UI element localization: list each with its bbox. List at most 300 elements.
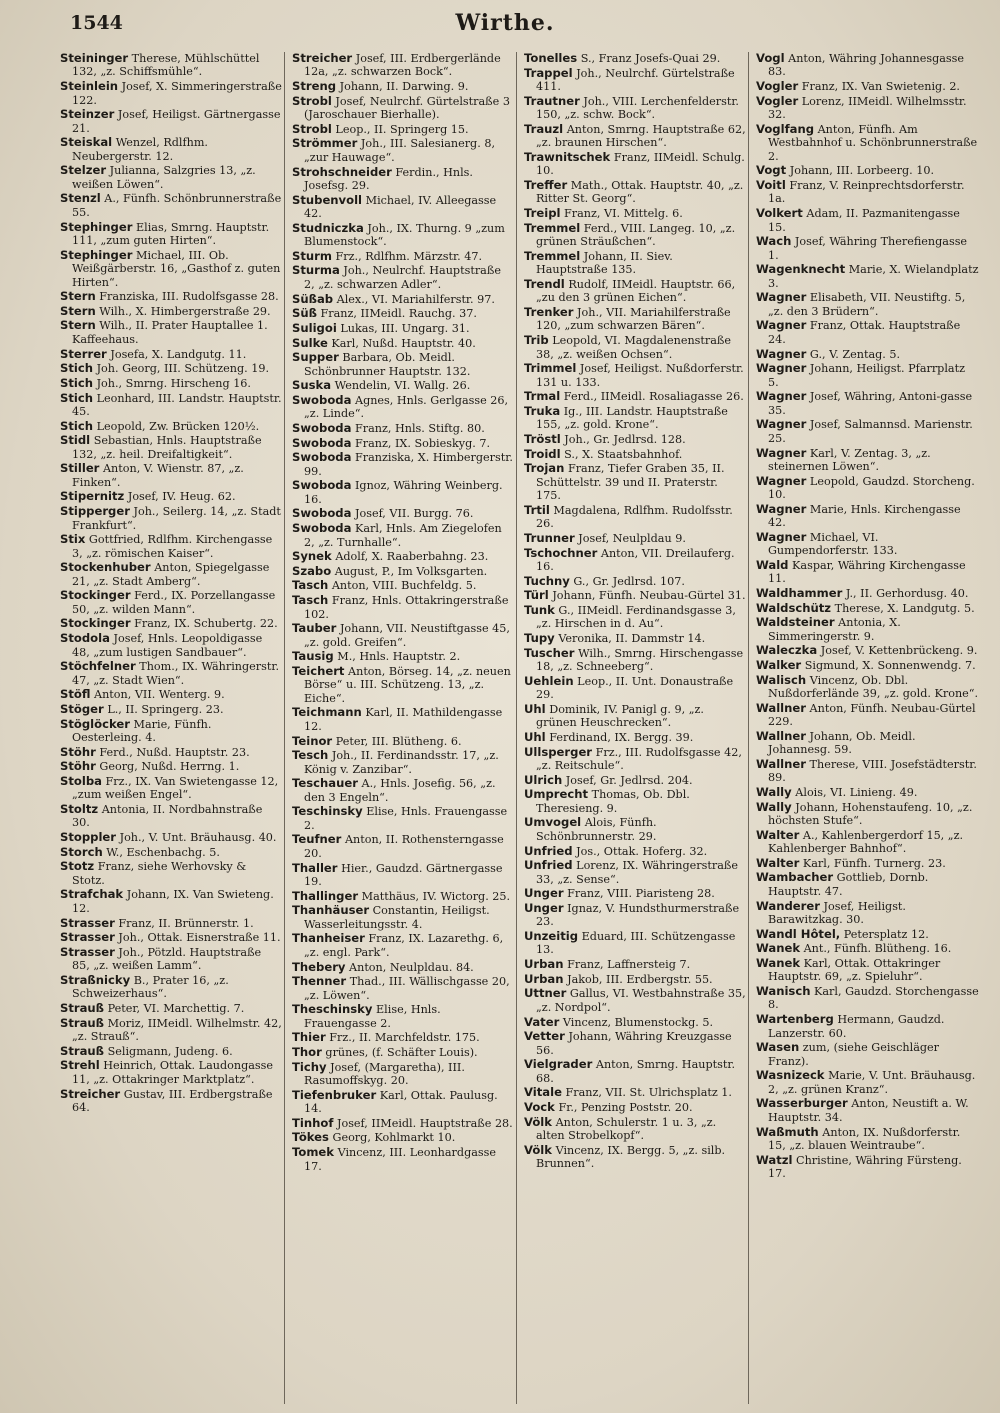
directory-entry [60, 703, 282, 716]
entry-name: Szabo [292, 563, 332, 578]
entry-name: Thier [292, 1030, 326, 1045]
directory-entry [524, 774, 746, 787]
entry-details: Lorenz, IX. Währingerstraße 33, „z. Sense“. [536, 859, 738, 886]
entry-details: Josef, IV. Heug. 62. [127, 490, 236, 504]
directory-entry [292, 222, 514, 249]
directory-entry [524, 390, 746, 403]
entry-name: Tschochner [524, 545, 598, 560]
directory-entry [292, 805, 514, 832]
column-3 [524, 52, 749, 1404]
entry-details: Antonia, X. Simmeringerstr. 9. [768, 616, 901, 643]
entry-name: Wambacher [756, 870, 834, 885]
entry-name: Wagner [756, 417, 807, 432]
entry-details: Hier., Gaudzd. Gärtnergasse 19. [304, 861, 503, 889]
directory-entry [60, 846, 282, 859]
directory-entry [756, 801, 979, 828]
entry-details: Peter, VI. Marchettig. 7. [107, 1002, 245, 1016]
entry-name: Umprecht [524, 787, 589, 802]
entry-details: Fr., Penzing Poststr. 20. [558, 1100, 693, 1114]
entry-name: Stöhr [60, 759, 96, 774]
directory-entry [756, 928, 979, 941]
entry-name: Stich [60, 361, 93, 376]
entry-name: Stöglöcker [60, 716, 130, 731]
entry-name: Streicher [292, 52, 353, 65]
entry-details: Ferd., Nußd. Hauptstr. 23. [99, 745, 250, 759]
directory-entry [60, 462, 282, 489]
entry-name: Vogler [756, 79, 799, 94]
entry-details: Lorenz, IIMeidl. Wilhelmsstr. 32. [768, 94, 967, 122]
directory-entry [292, 522, 514, 549]
directory-entry [60, 533, 282, 560]
running-title: Wirthe. [455, 10, 555, 36]
directory-entry [756, 559, 979, 586]
entry-name: Wagner [756, 346, 807, 361]
entry-details: Wenzel, Rdlfhm. Neubergerstr. 12. [72, 136, 208, 163]
directory-entry [756, 942, 979, 955]
entry-name: Stockenhuber [60, 560, 151, 575]
entry-name: Steininger [60, 52, 129, 65]
entry-details: Joh., VII. Mariahilferstraße 120, „zum schwarzen Bären“. [536, 306, 731, 333]
entry-details: Josef, Neulrchf. Gürtelstraße 3 (Jaroschauer Bierhalle). [304, 94, 510, 122]
directory-entry [756, 235, 979, 262]
directory-entry [292, 379, 514, 392]
directory-entry [60, 803, 282, 830]
directory-entry [60, 946, 282, 973]
entry-name: Trawnitschek [524, 149, 611, 164]
entry-name: Stipperger [60, 504, 130, 519]
entry-details: Franz, IX. Lazarethg. 6, „z. engl. Park“. [304, 932, 504, 959]
entry-details: Anton, Smrng. Hauptstraße 62, „z. braunen Hirschen“. [536, 122, 746, 150]
entry-details: Karl, V. Zentag. 3, „z. steinernen Löwen“. [768, 446, 931, 473]
entry-details: Georg, Kohlmarkt 10. [332, 1131, 456, 1145]
directory-entry [756, 447, 979, 474]
directory-entry [524, 123, 746, 150]
entry-name: Walisch [756, 672, 807, 687]
directory-entry [60, 775, 282, 802]
entry-details: Thad., III. Wällischgasse 20, „z. Löwen“. [304, 975, 510, 1002]
entry-name: Swoboda [292, 392, 352, 407]
entry-details: Ignaz, V. Hundsthurmerstraße 23. [536, 901, 740, 929]
directory-entry [756, 362, 979, 389]
entry-name: Unfried [524, 858, 573, 873]
entry-name: Stix [60, 532, 86, 547]
entry-details: Josef, VII. Burgg. 76. [354, 507, 474, 521]
entry-name: Vogt [756, 163, 787, 178]
entry-details: Frz., III. Rudolfsgasse 42, „z. Reitschule“. [536, 745, 742, 773]
directory-entry [292, 932, 514, 959]
entry-name: Vitale [524, 1085, 562, 1100]
entry-name: Suligoi [292, 320, 337, 335]
directory-entry [60, 192, 282, 219]
directory-entry [756, 1154, 979, 1181]
entry-name: Strauß [60, 1015, 105, 1030]
directory-entry [292, 1089, 514, 1116]
entry-details: Ferd., IIMeidl. Rosaliagasse 26. [563, 390, 744, 404]
entry-name: Wasnizeck [756, 1068, 825, 1083]
entry-details: Franz, Hnls. Ottakringerstraße 102. [304, 594, 509, 621]
directory-entry [524, 589, 746, 602]
directory-entry [60, 688, 282, 701]
entry-name: Unger [524, 900, 564, 915]
entry-name: Stöfl [60, 687, 91, 702]
directory-entry [60, 108, 282, 135]
entry-name: Wagner [756, 389, 807, 404]
directory-entry [756, 985, 979, 1012]
entry-details: Seligmann, Judeng. 6. [107, 1044, 233, 1058]
directory-entry [524, 1101, 746, 1114]
entry-name: Türl [524, 588, 549, 603]
entry-name: Wandl Hôtel, [756, 926, 841, 941]
entry-name: Thanhäuser [292, 903, 370, 918]
entry-name: Stubenvoll [292, 192, 363, 207]
entry-name: Tesch [292, 748, 329, 763]
entry-details: Adolf, X. Raaberbahng. 23. [335, 550, 489, 564]
entry-details: Josef, V. Kettenbrückeng. 9. [820, 644, 978, 658]
entry-name: Swoboda [292, 521, 352, 536]
directory-entry [524, 703, 746, 730]
directory-entry [524, 816, 746, 843]
directory-entry [524, 1058, 746, 1085]
directory-entry [60, 561, 282, 588]
entry-details: Anton, Smrng. Hauptstr. 68. [536, 1058, 736, 1085]
entry-details: Leop., II. Springerg 15. [335, 122, 469, 136]
entry-details: Ignoz, Währing Weinberg. 16. [304, 479, 503, 506]
entry-details: Marie, Fünfh. Oesterleing. 4. [72, 717, 212, 744]
directory-entry [756, 829, 979, 856]
entry-details: Anton, V. Wienstr. 87, „z. Finken“. [72, 462, 244, 489]
entry-details: Leopold, Zw. Brücken 120½. [96, 419, 260, 433]
directory-entry [292, 961, 514, 974]
entry-details: Joh., V. Unt. Bräuhausg. 40. [119, 831, 277, 845]
entry-details: Johann, Hohenstaufeng. 10, „z. höchsten Stufe“. [768, 800, 973, 828]
directory-entry [524, 179, 746, 206]
entry-details: Ferdin., Hnls. Josefsg. 29. [304, 165, 473, 193]
entry-details: Wilh., Smrng. Hirschengasse 18, „z. Schneeberg“. [536, 646, 744, 674]
entry-details: August, P., Im Volksgarten. [334, 564, 488, 578]
directory-entry [292, 565, 514, 578]
directory-entry [60, 249, 282, 289]
entry-details: Johann, III. Lorbeerg. 10. [789, 164, 935, 178]
entry-details: Josef, IIMeidl. Hauptstraße 28. [336, 1116, 513, 1130]
entry-details: Karl, II. Mathildengasse 12. [304, 706, 503, 733]
entry-details: Constantin, Heiligst. Wasserleitungsstr. 4. [304, 904, 490, 931]
entry-details: Christine, Währing Fürsteng. 17. [768, 1153, 962, 1181]
directory-entry [524, 532, 746, 545]
entry-name: Swoboda [292, 478, 352, 493]
entry-details: J., II. Gerhordusg. 40. [845, 586, 969, 600]
entry-name: Tonelles [524, 52, 578, 65]
entry-name: Trojan [524, 461, 565, 476]
entry-name: Trautner [524, 93, 580, 108]
entry-details: Anton, Neulpldau. 84. [349, 960, 474, 974]
entry-details: Jos., Ottak. Hoferg. 32. [576, 844, 708, 858]
entry-details: Joh., Ottak. Eisnerstraße 11. [118, 931, 281, 945]
entry-name: Wagner [756, 501, 807, 516]
directory-entry [756, 1097, 979, 1124]
entry-details: Karl, Ottak. Paulusg. 14. [304, 1088, 498, 1116]
entry-name: Wallner [756, 756, 806, 771]
entry-details: Alois, VI. Linieng. 49. [795, 786, 918, 799]
entry-name: Streng [292, 79, 337, 94]
directory-entry [524, 1016, 746, 1029]
entry-name: Tausig [292, 649, 334, 664]
entry-name: Waldschütz [756, 600, 832, 615]
entry-name: Uttner [524, 986, 567, 1001]
entry-details: Therese, X. Landgutg. 5. [834, 601, 975, 615]
directory-entry [524, 306, 746, 333]
entry-details: Josef, Salmannsd. Marienstr. 25. [768, 418, 973, 445]
entry-name: Stöhr [60, 744, 96, 759]
entry-name: Steiskal [60, 135, 113, 150]
directory-entry [60, 362, 282, 375]
directory-entry [292, 579, 514, 592]
entry-details: Franz, Tiefer Graben 35, II. Schüttelstr. 39 und II. Praterstr. 175. [536, 462, 725, 503]
entry-name: Steinzer [60, 107, 115, 122]
directory-entry [60, 221, 282, 248]
entry-details: Joh., Seilerg. 14, „z. Stadt Frankfurt“. [72, 505, 281, 532]
entry-name: Vater [524, 1014, 560, 1029]
entry-name: Teschinsky [292, 804, 363, 819]
directory-entry [60, 718, 282, 745]
directory-entry [292, 1146, 514, 1173]
entry-details: Anton, Neustift a. W. Hauptstr. 34. [768, 1097, 969, 1124]
entry-details: Leopold, VI. Magdalenenstraße 38, „z. weißen Ochsen“. [536, 334, 732, 361]
entry-details: Johann, II. Darwing. 9. [339, 80, 469, 94]
entry-name: Trimmel [524, 361, 577, 376]
entry-details: Josef, Gr. Jedlrsd. 204. [565, 773, 693, 787]
entry-details: Veronika, II. Dammstr 14. [558, 632, 706, 646]
directory-entry [292, 1046, 514, 1059]
entry-name: Studniczka [292, 220, 364, 235]
entry-details: Franz, IX. Schubertg. 22. [134, 617, 278, 631]
entry-details: Jakob, III. Erdbergstr. 55. [567, 972, 713, 986]
entry-details: Franz, IIMeidl. Schulg. 10. [536, 150, 745, 178]
entry-name: Stodola [60, 631, 110, 646]
entry-details: Heinrich, Ottak. Laudongasse 11, „z. Ottakringer Marktplatz“. [72, 1059, 274, 1086]
entry-details: Thom., IX. Währingerstr. 47, „z. Stadt Wien“. [72, 660, 280, 687]
entry-name: Suska [292, 378, 332, 393]
entry-details: Julianna, Salzgries 13, „z. weißen Löwen“. [72, 164, 256, 191]
directory-entry [524, 334, 746, 361]
entry-details: Josef, (Margaretha), III. Rasumoffskyg. 20. [304, 1060, 465, 1088]
entry-name: Vogl [756, 52, 785, 65]
entry-name: Stöchfelner [60, 659, 136, 674]
entry-name: Wasen [756, 1040, 800, 1055]
entry-details: Joh., Gr. Jedlrsd. 128. [564, 433, 686, 447]
entry-name: Waldhammer [756, 585, 843, 600]
directory-entry [292, 706, 514, 733]
entry-details: Franz, V. Reinprechtsdorferstr. 1a. [768, 179, 965, 206]
entry-name: Thebery [292, 959, 346, 974]
entry-name: Sturma [292, 263, 340, 278]
entry-name: Völk [524, 1142, 552, 1157]
directory-entry [756, 164, 979, 177]
directory-entry [756, 587, 979, 600]
directory-entry [756, 871, 979, 898]
entry-name: Stockinger [60, 616, 131, 631]
entry-name: Süßab [292, 291, 334, 306]
directory-entry [60, 931, 282, 944]
directory-entry [292, 975, 514, 1002]
entry-name: Straßnicky [60, 972, 131, 987]
directory-entry [756, 857, 979, 870]
page-header [70, 8, 940, 42]
directory-entry [60, 860, 282, 887]
directory-entry [524, 746, 746, 773]
directory-entry [756, 95, 979, 122]
directory-entry [60, 1059, 282, 1086]
entry-name: Treffer [524, 178, 568, 193]
entry-name: Unzeitig [524, 929, 579, 944]
entry-details: zum, (siehe Geischläger Franz). [768, 1041, 940, 1068]
directory-entry [60, 617, 282, 630]
directory-entry [756, 263, 979, 290]
entry-name: Wagner [756, 529, 807, 544]
entry-name: Wagner [756, 290, 807, 305]
directory-entry [756, 758, 979, 785]
entry-name: Unfried [524, 843, 573, 858]
directory-entry [292, 622, 514, 649]
entry-name: Tasch [292, 593, 329, 608]
entry-name: Uhl [524, 730, 546, 744]
directory-entry [60, 1045, 282, 1058]
entry-name: Süß [292, 306, 317, 321]
directory-entry [292, 250, 514, 263]
entry-details: Petersplatz 12. [843, 927, 929, 941]
entry-name: Stern [60, 318, 96, 333]
entry-details: Antonia, II. Nordbahnstraße 30. [72, 803, 263, 830]
entry-details: Franz, VII. St. Ulrichsplatz 1. [565, 1086, 732, 1100]
entry-name: Tupy [524, 631, 555, 646]
directory-entry [292, 451, 514, 478]
directory-entry [756, 179, 979, 206]
directory-entry [292, 594, 514, 621]
entry-name: Vock [524, 1099, 555, 1114]
directory-entry [292, 194, 514, 221]
entry-details: Johann, IX. Van Swieteng. 12. [72, 888, 274, 915]
directory-entry [524, 222, 746, 249]
entry-details: Joh., Neulrchf. Hauptstraße 2, „z. schwarzen Adler“. [304, 264, 501, 291]
directory-entry [292, 650, 514, 663]
entry-name: Strasser [60, 915, 115, 930]
directory-entry [756, 786, 979, 799]
entry-details: Johann, Ob. Meidl. Johannesg. 59. [768, 729, 916, 757]
entry-name: Walter [756, 855, 800, 870]
entry-details: Anton, VIII. Buchfeldg. 5. [331, 579, 477, 593]
entry-details: Vincenz, Ob. Dbl. Nußdorferlände 39, „z. gold. Krone“. [768, 673, 979, 701]
entry-name: Wanderer [756, 898, 820, 913]
directory-entry [524, 632, 746, 645]
directory-entry [292, 437, 514, 450]
entry-details: Frz., IX. Van Swietengasse 12, „zum weißen Engel“. [72, 774, 279, 802]
directory-entry [60, 80, 282, 107]
entry-details: L., II. Springerg. 23. [107, 702, 224, 716]
entry-details: Elias, Smrng. Hauptstr. 111, „zum guten Hirten“. [72, 220, 270, 248]
directory-entry [524, 845, 746, 858]
directory-entry [292, 137, 514, 164]
entry-details: Josef, Hnls. Leopoldigasse 48, „zum lustigen Sandbauer“. [72, 632, 263, 659]
entry-name: Swoboda [292, 450, 352, 465]
directory-entry [60, 1088, 282, 1115]
directory-entry [292, 52, 514, 79]
entry-details: Joh., II. Ferdinandsstr. 17, „z. König v. Zanzibar“. [304, 749, 499, 776]
entry-details: Wilh., II. Prater Hauptallee 1. Kaffeehaus. [72, 319, 268, 346]
entry-name: Tasch [292, 578, 329, 593]
directory-entry [60, 319, 282, 346]
entry-details: Gottfried, Rdlfhm. Kirchengasse 3, „z. römischen Kaiser“. [72, 533, 273, 560]
entry-details: W., Eschenbachg. 5. [106, 845, 220, 859]
entry-name: Strauß [60, 1001, 105, 1016]
directory-entry [524, 207, 746, 220]
directory-entry [60, 136, 282, 163]
directory-entry [60, 164, 282, 191]
entry-name: Stidl [60, 433, 91, 448]
entry-name: Strafchak [60, 887, 124, 902]
entry-name: Urban [524, 957, 564, 972]
entry-name: Waldsteiner [756, 615, 835, 630]
column-2 [292, 52, 517, 1404]
directory-entry [292, 95, 514, 122]
entry-name: Walker [756, 657, 802, 672]
entry-details: Georg, Nußd. Herrng. 1. [99, 760, 240, 774]
entry-name: Streicher [60, 1086, 121, 1101]
entry-name: Stipernitz [60, 489, 125, 504]
entry-details: Anton, IX. Nußdorferstr. 15, „z. blauen Weintraube“. [768, 1125, 961, 1152]
directory-entry [292, 422, 514, 435]
directory-entry [524, 405, 746, 432]
entry-details: Karl, Gaudzd. Storchengasse 8. [768, 985, 979, 1012]
directory-entry [60, 589, 282, 616]
directory-entry [756, 702, 979, 729]
entry-name: Stotz [60, 859, 95, 874]
entry-details: Josef, Heiligst. Nußdorferstr. 131 u. 133. [536, 362, 744, 389]
entry-details: Moriz, IIMeidl. Wilhelmstr. 42, „z. Strauß“. [72, 1016, 282, 1044]
entry-details: Michael, IV. Alleegasse 42. [304, 193, 497, 221]
directory-entry [292, 862, 514, 889]
entry-details: Josefa, X. Landgutg. 11. [110, 347, 247, 361]
entry-details: Leopold, Gaudzd. Storcheng. 10. [768, 474, 975, 502]
entry-details: Ferd., IX. Porzellangasse 50, „z. wilden Mann“. [72, 589, 276, 616]
entry-details: Franziska, III. Rudolfsgasse 28. [99, 290, 279, 304]
entry-details: Gustav, III. Erdbergstraße 64. [72, 1087, 273, 1114]
directory-entry [756, 900, 979, 927]
entry-details: Karl, Ottak. Ottakringer Hauptstr. 69, „z. Spieluhr“. [768, 956, 941, 984]
directory-entry [60, 305, 282, 318]
entry-name: Stich [60, 375, 93, 390]
entry-details: Ferdinand, IX. Bergg. 39. [549, 731, 694, 744]
entry-name: Sturm [292, 248, 332, 263]
entry-details: Joh., III. Salesianerg. 8, „zur Hauwage“. [304, 137, 495, 164]
directory-entry [292, 890, 514, 903]
entry-details: G., Gr. Jedlrsd. 107. [573, 574, 685, 588]
directory-entry [292, 1131, 514, 1144]
directory-entry [292, 394, 514, 421]
directory-entry [524, 67, 746, 94]
entry-details: Johann, Währing Kreuzgasse 56. [536, 1030, 732, 1057]
entry-details: Michael, VI. Gumpendorferstr. 133. [768, 530, 898, 558]
directory-entry [60, 632, 282, 659]
entry-name: Steinlein [60, 79, 119, 94]
entry-details: Agnes, Hnls. Gerlgasse 26, „z. Linde“. [304, 393, 509, 421]
entry-details: Frz., II. Marchfeldstr. 175. [329, 1031, 480, 1045]
entry-details: Karl, Fünfh. Turnerg. 23. [802, 856, 946, 870]
directory-entry [524, 362, 746, 389]
directory-entry [60, 831, 282, 844]
entry-name: Swoboda [292, 435, 352, 450]
directory-entry [756, 1126, 979, 1153]
entry-name: Teichert [292, 663, 345, 678]
directory-columns [60, 52, 990, 1404]
